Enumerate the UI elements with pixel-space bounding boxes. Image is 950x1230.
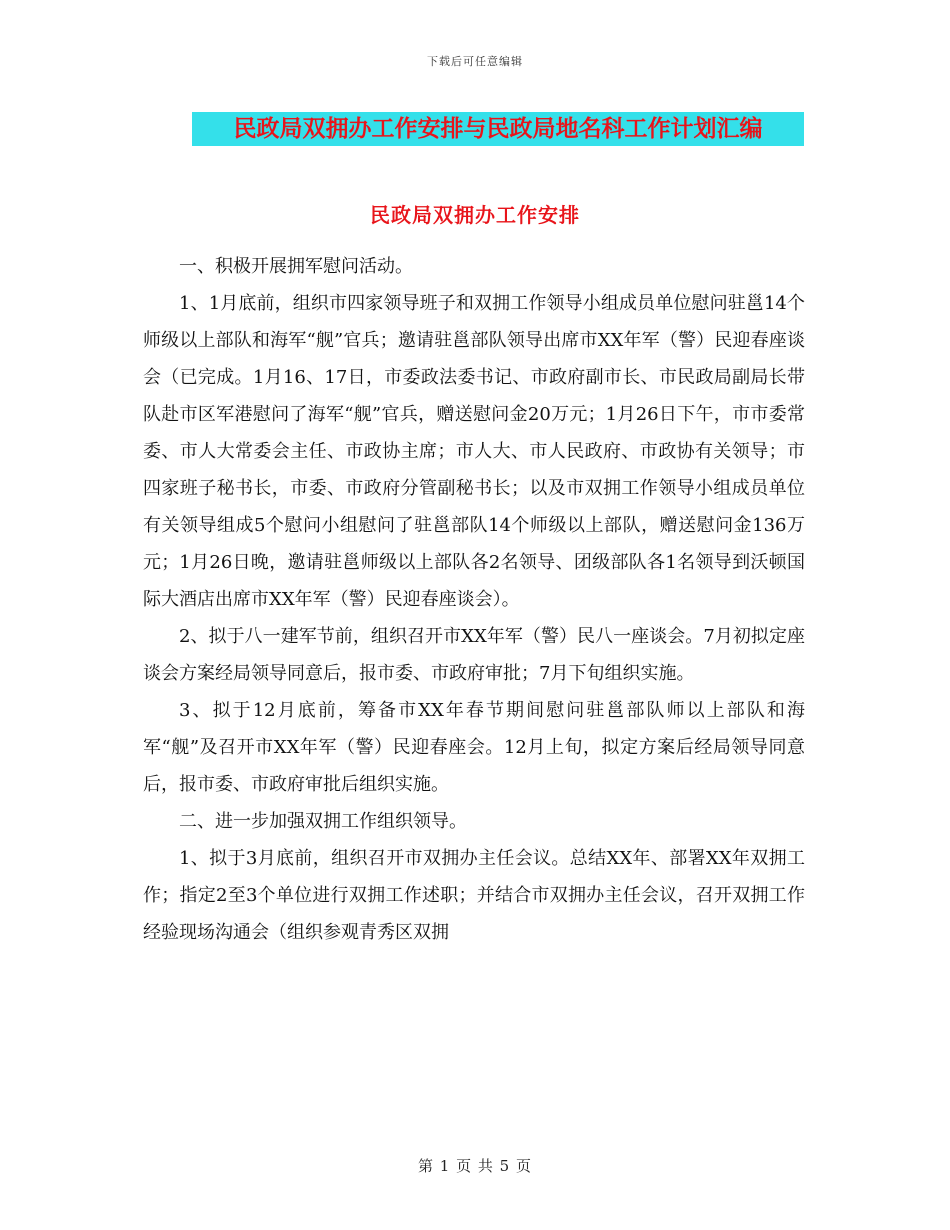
paragraph-heading-2: 二、进一步加强双拥工作组织领导。 [179,811,467,832]
page-footer: 第 1 页 共 5 页 [418,1157,532,1175]
body-text [143,248,805,951]
paragraph: 3、拟于12月底前，筹备市XX年春节期间慰问驻邕部队师以上部队和海军“舰”及召开市XX年军（警）民迎春座会。12月上旬，拟定方案后经局领导同意后，报市委、市政府审批后组织实施。 [143,700,805,795]
paragraph: 2、拟于八一建军节前，组织召开市XX年军（警）民八一座谈会。7月初拟定座谈会方案经局领导同意后，报市委、市政府审批；7月下旬组织实施。 [143,626,805,684]
section-title: 民政局双拥办工作安排 [370,203,580,227]
paragraph-heading-1: 一、积极开展拥军慰问活动。 [179,256,413,277]
paragraph: 1、1月底前，组织市四家领导班子和双拥工作领导小组成员单位慰问驻邕14个师级以上部队和海军“舰”官兵；邀请驻邕部队领导出席市XX年军（警）民迎春座谈会（已完成。1月16、17日，市委政法委书记、市政府副市长、市民政局副局长带队赴市区军港慰问了海军“舰”官兵，赠送慰问金20万元；1月26日下午，市市委常委、市人大常委会主任、市政协主席；市人大、市人民政府、市政协有关领导；市四家班子秘书长，市委、市政府分管副秘书长；以及市双拥工作领导小组成员单位有关领导组成5个慰问小组慰问了驻邕部队14个师级以上部队，赠送慰问金136万元；1月26日晚，邀请驻邕师级以上部队各2名领导、团级部队各1名领导到沃顿国际大酒店出席市XX年军（警）民迎春座谈会）。 [143,293,805,610]
document-title: 民政局双拥办工作安排与民政局地名科工作计划汇编 [192,112,804,146]
paragraph: 1、拟于3月底前，组织召开市双拥办主任会议。总结XX年、部署XX年双拥工作；指定2至3个单位进行双拥工作述职；并结合市双拥办主任会议，召开双拥工作经验现场沟通会（组织参观青秀区双拥 [143,848,805,943]
header-note: 下载后可任意编辑 [427,55,523,68]
